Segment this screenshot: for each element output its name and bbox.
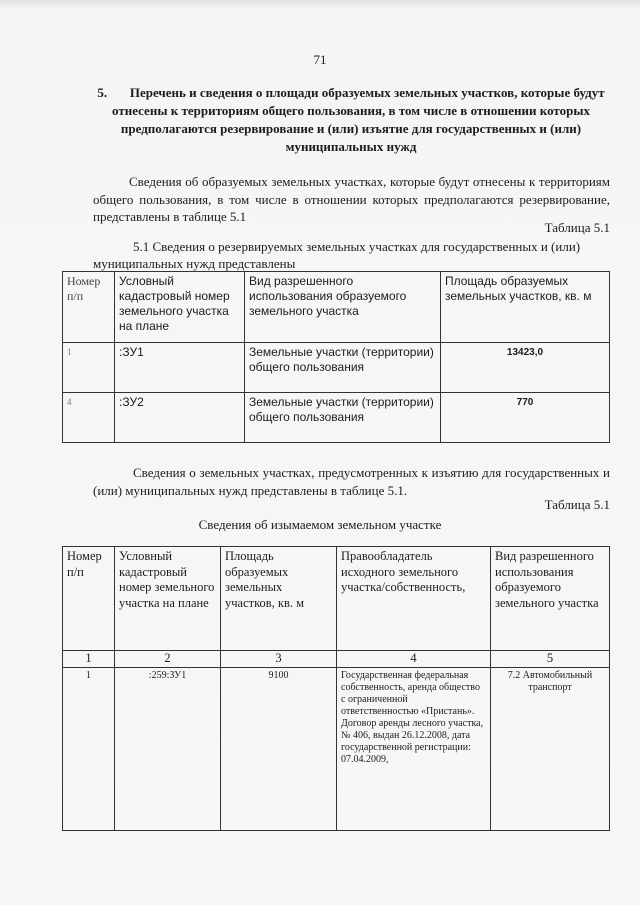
table2-label: Таблица 5.1 <box>544 497 610 512</box>
table2-caption: Сведения об изымаемом земельном участке <box>198 517 442 532</box>
header-cell: Вид разрешенного использования образуемого земельного участка <box>245 272 441 343</box>
header-cell: Правообладатель исходного земельного участка/собственность, <box>337 547 491 651</box>
table1-label: Таблица 5.1 <box>544 220 610 235</box>
column-number: 1 <box>63 651 115 668</box>
header-cell: Номер п/п <box>63 272 115 343</box>
column-number: 5 <box>491 651 610 668</box>
row-number: 1 <box>63 667 115 830</box>
plot-area: 13423,0 <box>441 343 610 393</box>
cadastral-number: :259:ЗУ1 <box>115 667 221 830</box>
permitted-use: Земельные участки (территории) общего пользования <box>245 393 441 443</box>
cadastral-number: :ЗУ2 <box>115 393 245 443</box>
header-cell: Условный кадастровый номер земельного участка на плане <box>115 272 245 343</box>
table-row <box>63 393 610 443</box>
table-row <box>63 667 610 830</box>
plot-area: 9100 <box>221 667 337 830</box>
reserved-plots-table <box>62 271 610 443</box>
page-number: 71 <box>313 52 327 67</box>
row-number: 4 <box>63 393 115 443</box>
paragraph-1: Сведения об образуемых земельных участках, которые будут отнесены к территориям общего пользования, в том числе в отношении которых предполагаются резервирование, представлены в таблице 5.1 <box>93 174 610 224</box>
header-cell: Вид разрешенного использования образуемого земельного участка <box>491 547 610 651</box>
column-number-row <box>63 651 610 668</box>
plot-area: 770 <box>441 393 610 443</box>
table1-caption: 5.1 Сведения о резервируемых земельных участках для государственных и (или) муниципальных нужд представлены <box>93 239 581 271</box>
permitted-use: Земельные участки (территории) общего пользования <box>245 343 441 393</box>
header-cell: Условный кадастровый номер земельного участка на плане <box>115 547 221 651</box>
row-number: 1 <box>63 343 115 393</box>
header-cell: Площадь образуемых земельных участков, кв. м <box>221 547 337 651</box>
column-number: 4 <box>337 651 491 668</box>
cadastral-number: :ЗУ1 <box>115 343 245 393</box>
paragraph-2: Сведения о земельных участках, предусмотренных к изъятию для государственных и (или) муниципальных нужд представлены в таблице 5.1. <box>93 465 610 498</box>
header-cell: Номер п/п <box>63 547 115 651</box>
table-row <box>63 343 610 393</box>
table-header-row <box>63 547 610 651</box>
right-holder: Государственная федеральная собственность, аренда общество с ограниченной ответственностью «Пристань». Договор аренды лесного участка, № 406, выдан 26.12.2008, дата государственной регистрации: 07.04.2009, <box>337 667 491 830</box>
table-header-row <box>63 272 610 343</box>
column-number: 2 <box>115 651 221 668</box>
header-cell: Площадь образуемых земельных участков, кв. м <box>441 272 610 343</box>
permitted-use: 7.2 Автомобильный транспорт <box>491 667 610 830</box>
column-number: 3 <box>221 651 337 668</box>
section-heading: 5. Перечень и сведения о площади образуемых земельных участков, которые будут отнесены к территориям общего пользования, в том числе в отношении которых предполагаются резервирование и (или) изъятие для государственных и (или) муниципальных нужд <box>97 85 605 154</box>
seized-plot-table <box>62 546 610 831</box>
